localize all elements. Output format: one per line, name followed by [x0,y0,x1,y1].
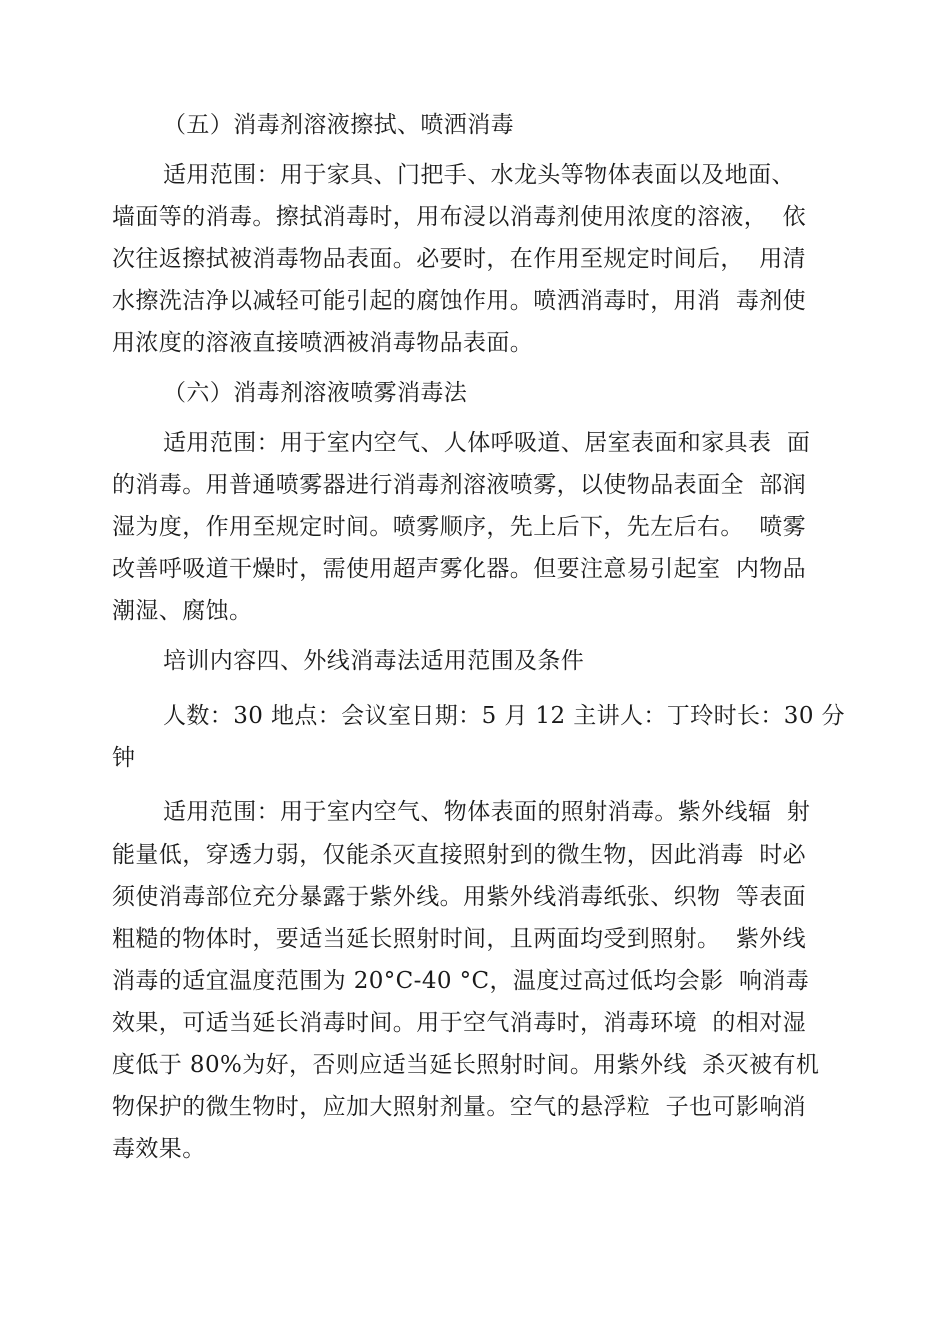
paragraph-line: 潮湿、腐蚀。 [112,598,253,624]
section-heading-6: （六）消毒剂溶液喷雾消毒法 [163,380,468,406]
training-info-line: 钟 [112,745,136,771]
paragraph-line: 粗糙的物体时，要适当延长照射时间，且两面均受到照射。 紫外线 [112,926,807,952]
paragraph-line: 物保护的微生物时，应加大照射剂量。空气的悬浮粒 子也可影响消 [112,1094,807,1120]
paragraph-line: 须使消毒部位充分暴露于紫外线。用紫外线消毒纸张、织物 等表面 [112,884,807,910]
paragraph-line: 墙面等的消毒。擦拭消毒时，用布浸以消毒剂使用浓度的溶液， 依 [112,204,807,230]
paragraph-line: 用浓度的溶液直接喷洒被消毒物品表面。 [112,330,534,356]
paragraph-line: 毒效果。 [112,1136,206,1162]
section-heading-5: （五）消毒剂溶液擦拭、喷洒消毒 [163,112,514,138]
paragraph-line: 的消毒。用普通喷雾器进行消毒剂溶液喷雾，以使物品表面全 部润 [112,472,807,498]
paragraph-line: 度低于 80%为好，否则应适当延长照射时间。用紫外线 杀灭被有机 [112,1052,820,1078]
paragraph-line: 水擦洗洁净以减轻可能引起的腐蚀作用。喷洒消毒时，用消 毒剂使 [112,288,807,314]
paragraph-line: 能量低，穿透力弱，仅能杀灭直接照射到的微生物，因此消毒 时必 [112,842,807,868]
training-info-line: 人数：30 地点：会议室日期：5 月 12 主讲人：丁玲时长：30 分 [163,703,845,729]
paragraph-line: 效果，可适当延长消毒时间。用于空气消毒时，消毒环境 的相对湿 [112,1010,807,1036]
paragraph-line: 适用范围：用于家具、门把手、水龙头等物体表面以及地面、 [163,162,795,188]
paragraph-line: 次往返擦拭被消毒物品表面。必要时，在作用至规定时间后， 用清 [112,246,807,272]
paragraph-line: 适用范围：用于室内空气、物体表面的照射消毒。紫外线辐 射 [163,799,811,825]
paragraph-line: 适用范围：用于室内空气、人体呼吸道、居室表面和家具表 面 [163,430,811,456]
paragraph-line: 消毒的适宜温度范围为 20°C-40 °C，温度过高过低均会影 响消毒 [112,968,810,994]
training-heading: 培训内容四、外线消毒法适用范围及条件 [163,648,585,674]
paragraph-line: 改善呼吸道干燥时，需使用超声雾化器。但要注意易引起室 内物品 [112,556,807,582]
paragraph-line: 湿为度，作用至规定时间。喷雾顺序，先上后下，先左后右。 喷雾 [112,514,807,540]
